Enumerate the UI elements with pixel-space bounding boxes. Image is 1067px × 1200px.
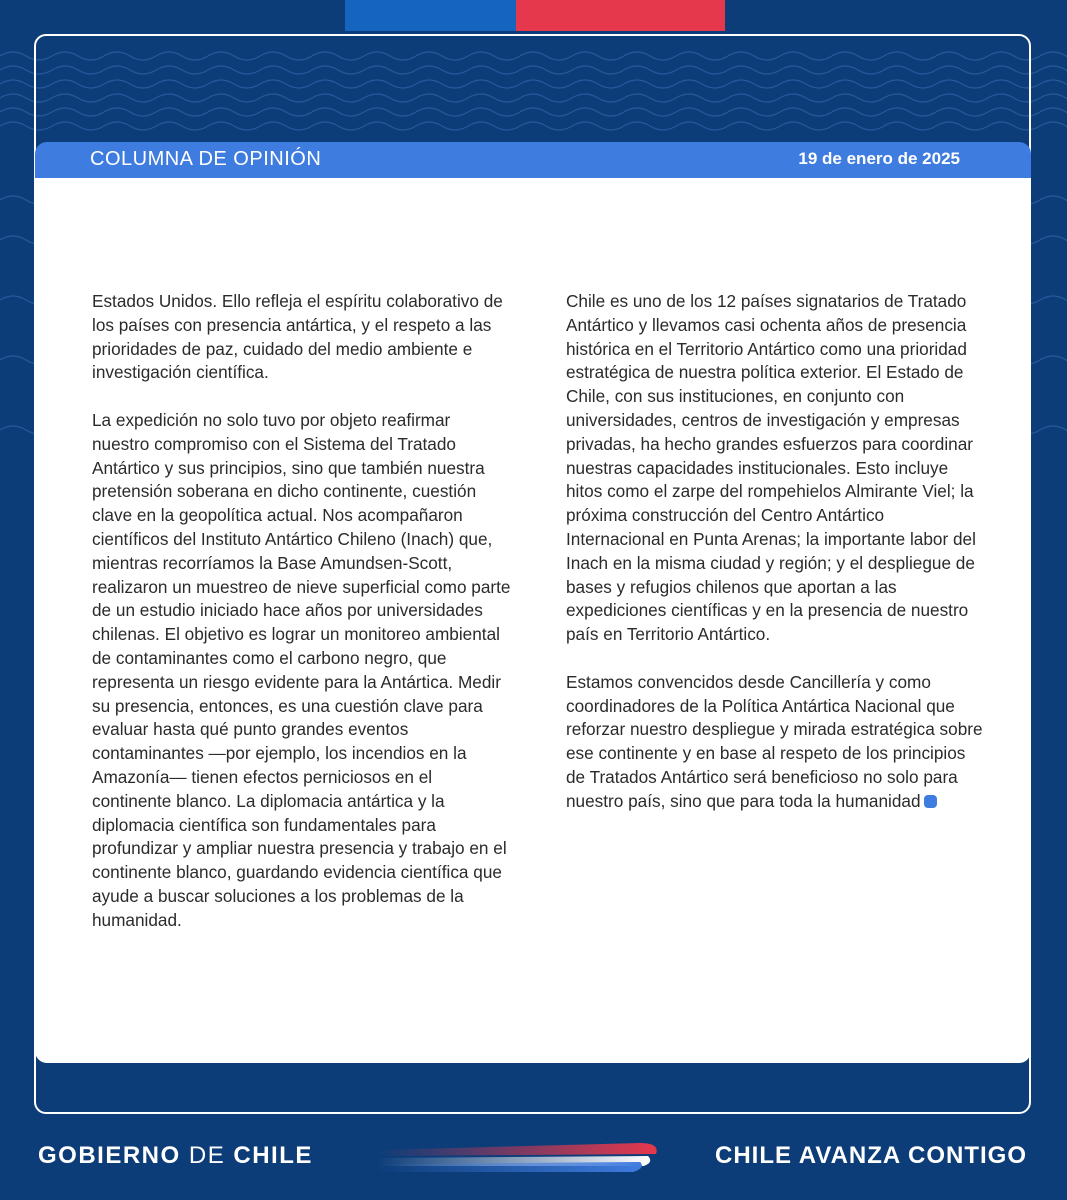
logo-word-de: DE <box>188 1142 226 1169</box>
paragraph-final <box>566 671 986 814</box>
article-column-left <box>92 290 512 956</box>
logo-word-gobierno: GOBIERNO <box>38 1142 181 1169</box>
end-mark-icon <box>924 795 937 808</box>
paragraph-final-text: Estamos convencidos desde Cancillería y como coordinadores de la Política Antártica Nacional que reforzar nuestro despliegue y mirada estratégica sobre ese continente y en base al respeto de los principios de Tratados Antártico será beneficioso no solo para nuestro país, sino que para toda la humanidad <box>566 671 983 811</box>
paragraph: Chile es uno de los 12 países signatarios de Tratado Antártico y llevamos casi ochenta años de presencia histórica en el Territorio Antártico como una prioridad estratégica de nuestra política exterior. El Estado de Chile, con sus instituciones, en conjunto con universidades, centros de investigación y empresas privadas, ha hecho grandes esfuerzos para coordinar nuestras capacidades institucionales. Esto incluye hitos como el zarpe del rompehielos Almirante Viel; la próxima construcción del Centro Antártico Internacional en Punta Arenas; la importante labor del Inach en la misma ciudad y región; y el despliegue de bases y refugios chilenos que aportan a las expediciones científicas y en la presencia de nuestro país en Territorio Antártico. <box>566 291 976 645</box>
paragraph: La expedición no solo tuvo por objeto reafirmar nuestro compromiso con el Sistema del Tratado Antártico y sus principios, sino que también nuestra pretensión soberana en dicho continente, cuestión clave en la geopolítica actual. Nos acompañaron científicos del Instituto Antártico Chileno (Inach) que, mientras recorríamos la Base Amundsen-Scott, realizaron un muestreo de nieve superficial como parte de un estudio iniciado hace años por universidades chilenas. El objetivo es lograr un monitoreo ambiental de contaminantes como el carbono negro, que representa un riesgo evidente para la Antártica. Medir su presencia, entonces, es una cuestión clave para evaluar hasta qué punto grandes eventos contaminantes —por ejemplo, los incendios en la Amazonía— tienen efectos perniciosos en el continente blanco. La diplomacia antártica y la diplomacia científica son fundamentales para profundizar y ampliar nuestra presencia y trabajo en el continente blanco, guardando evidencia científica que ayude a buscar soluciones a los problemas de la humanidad. <box>92 409 511 930</box>
gobierno-logo <box>38 1142 313 1170</box>
publication-date: 19 de enero de 2025 <box>798 149 960 168</box>
logo-word-chile: CHILE <box>233 1142 313 1169</box>
header-bar <box>35 142 1031 178</box>
swoosh-logo-icon <box>378 1138 660 1174</box>
paragraph: Estados Unidos. Ello refleja el espíritu colaborativo de los países con presencia antártica, y el respeto a las prioridades de paz, cuidado del medio ambiente e investigación científica. <box>92 291 503 383</box>
section-label: COLUMNA DE OPINIÓN <box>90 148 322 170</box>
article-column-right <box>566 290 986 837</box>
article-card <box>35 178 1031 1063</box>
slogan: CHILE AVANZA CONTIGO <box>715 1142 1027 1169</box>
